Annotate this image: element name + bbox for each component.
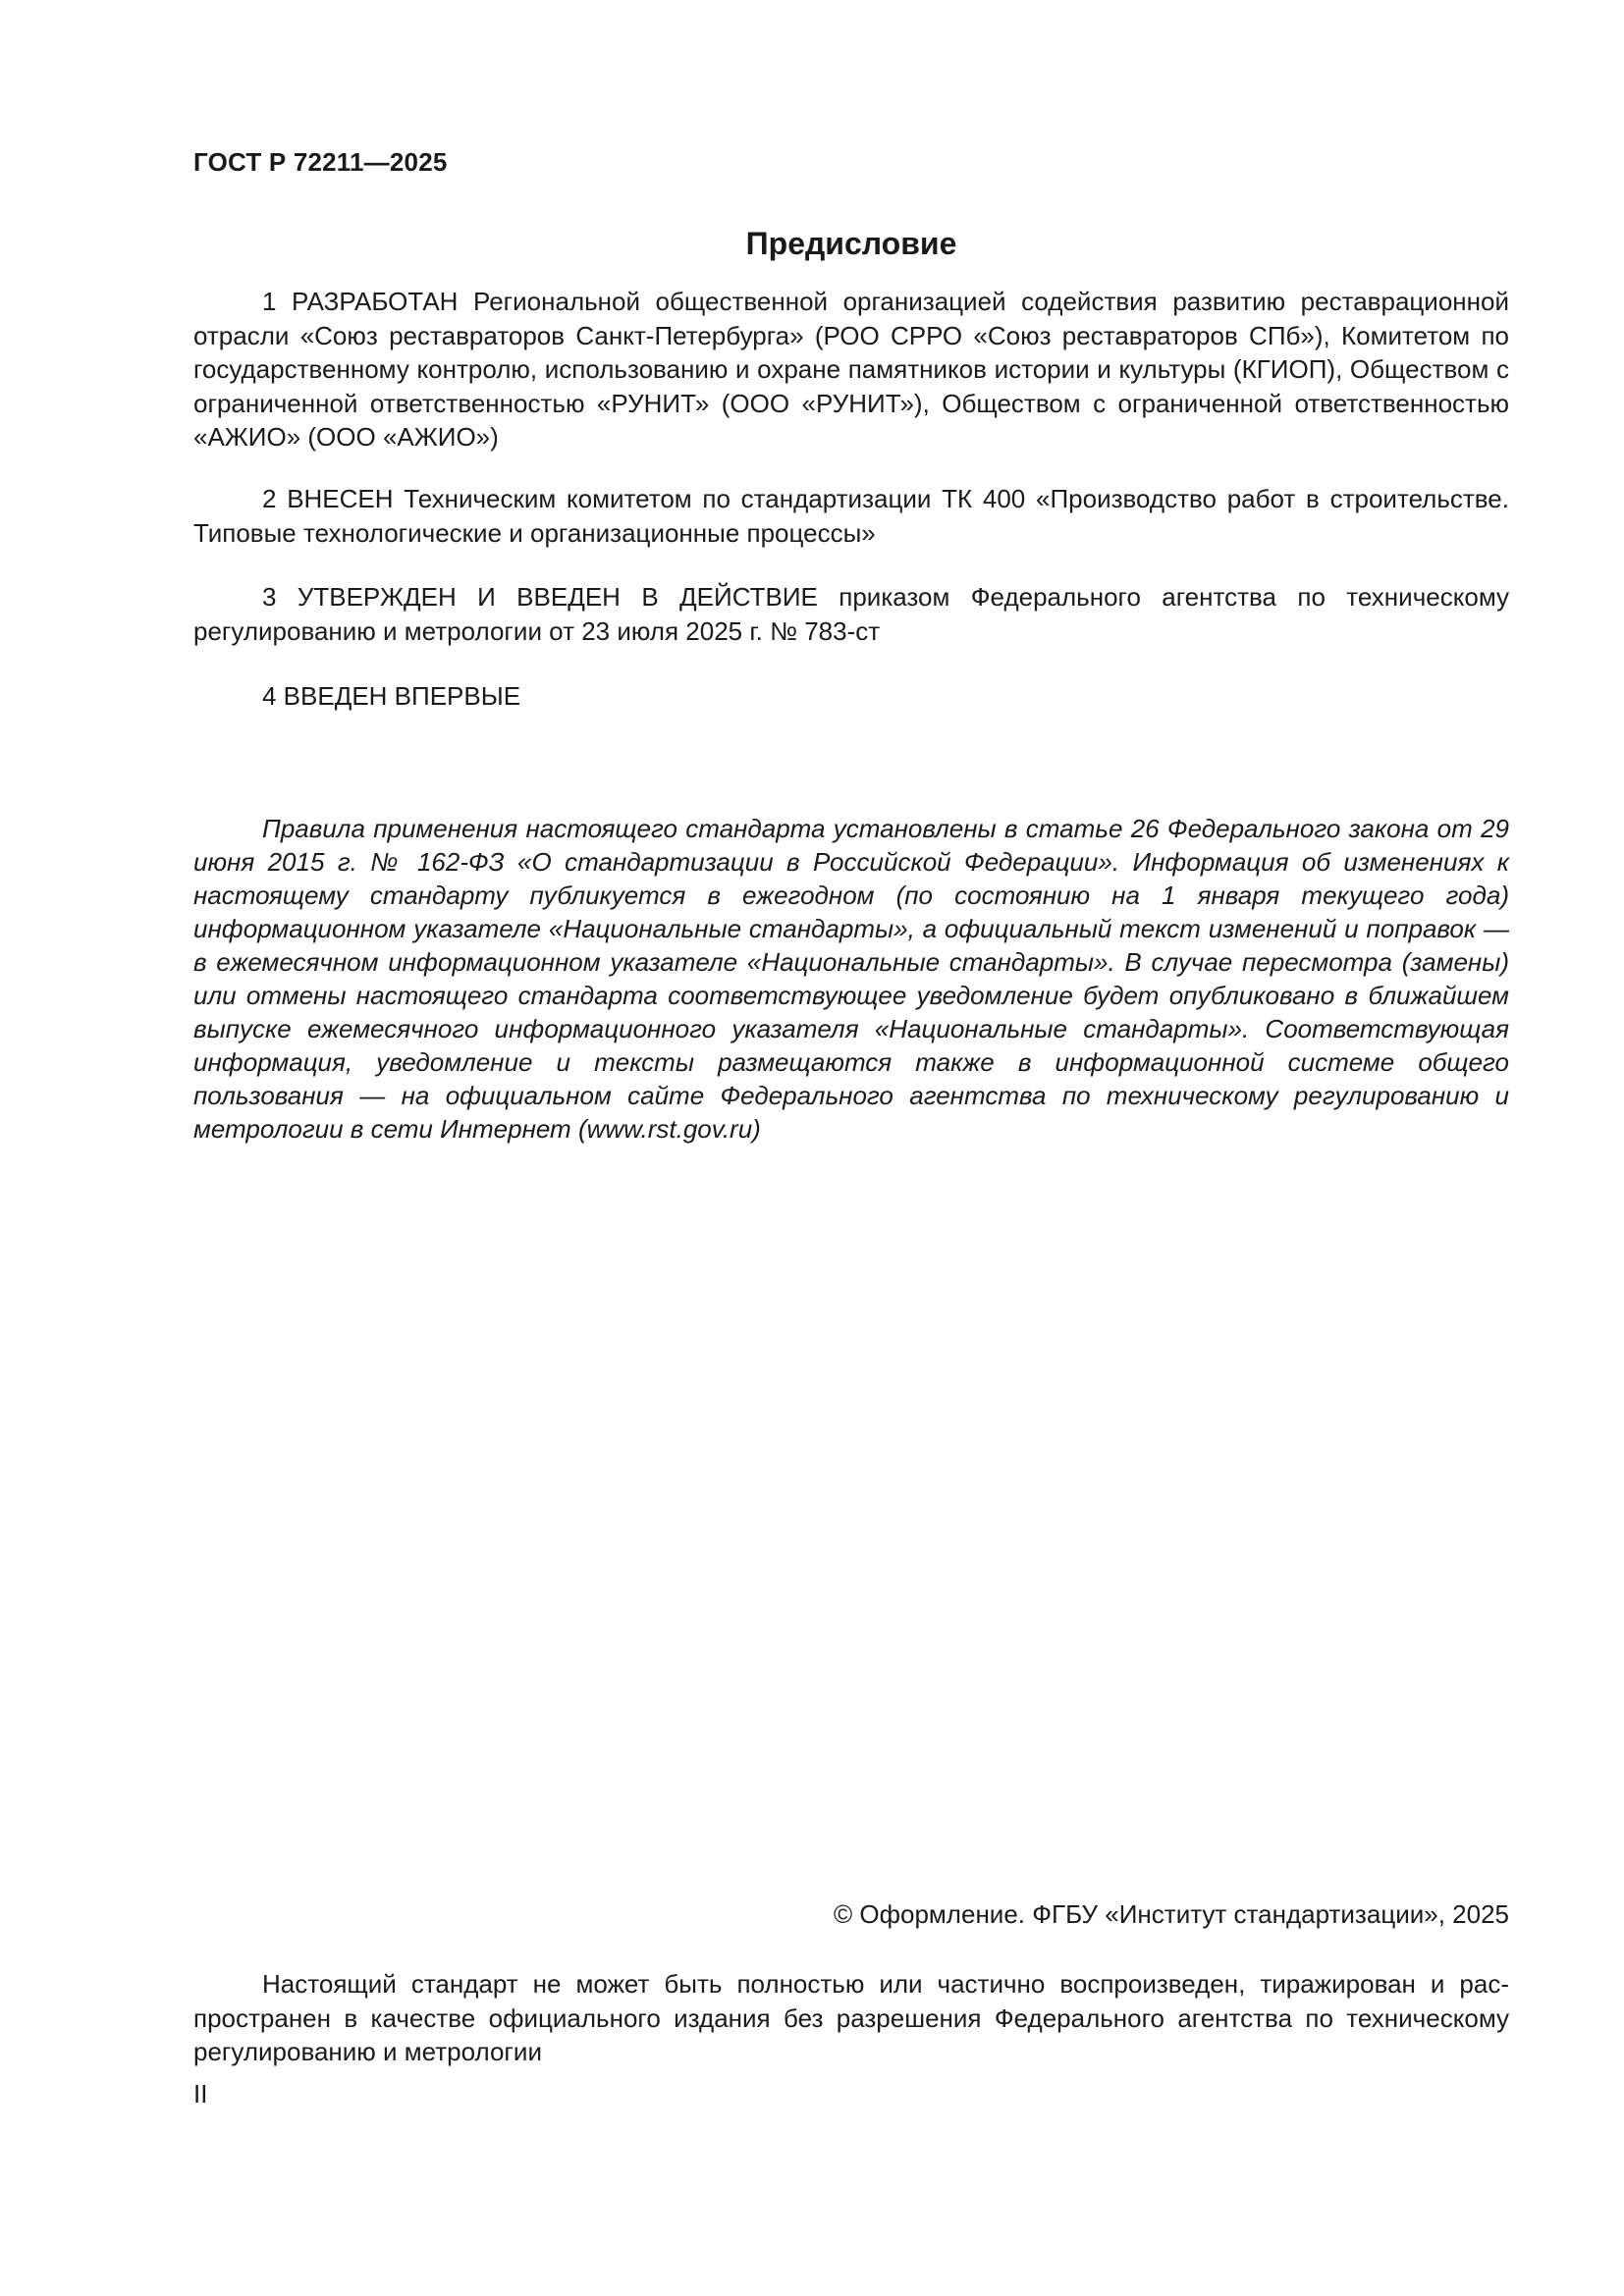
foreword-item-first-introduced: 4 ВВЕДЕН ВПЕРВЫЕ: [262, 681, 521, 711]
foreword-item-developed: 1 РАЗРАБОТАН Региональной общественной организацией содействия развитию реставрационной отрасли «Союз реставраторов Санкт-Петербурга» (РОО СРРО «Союз реставраторов СПб»), Комитетом по государственному контролю, использованию и охране памятников истории и культуры (КГИОП), Обществом с ограниченной ответственностью «РУНИТ» (ООО «РУНИТ»), Обществом с ограниченной ответственностью «АЖИО» (ООО «АЖИО»): [193, 287, 1509, 452]
copyright-line: © Оформление. ФГБУ «Институт стандартизации», 2025: [834, 1899, 1509, 1929]
page-number: II: [193, 2079, 208, 2109]
document-code: ГОСТ Р 72211—2025: [193, 147, 448, 177]
foreword-heading: Предисловие: [745, 226, 957, 261]
application-rules-note: Правила применения настоящего стандарта установлены в статье 26 Федерального закона от 29 июня 2015 г. № 162-ФЗ «О стандартизации в Российской Федерации». Информация об изменениях к настоящему стандарту публикуется в ежегодном (по состоянию на 1 января текущего года) информационном указателе «Национальные стандарты», а официальный текст изменений и поправок — в ежемесячном информационном указателе «Национальные стандарты». В случае пересмотра (замены) или отмены настоящего стандарта соответствующее уведомление будет опубликовано в ближайшем выпуске ежемесячного информационного указателя «Национальные стандарты». Соответствующая информация, уведомление и тексты размещаются также в информационной системе общего пользования — на официальном сайте Федерального агентства по техническому регулированию и метрологии в сети Интернет (www.rst.gov.ru): [193, 814, 1509, 1144]
foreword-item-introduced: 2 ВНЕСЕН Техническим комитетом по стандартизации ТК 400 «Производство работ в строительстве. Типовые технологические и организационные процессы»: [193, 484, 1509, 548]
reproduction-notice: Настоящий стандарт не может быть полностью или частично воспроизведен, тиражирован и распространен в качестве официального издания без разрешения Федерального агентства по техническому регулированию и метрологии: [193, 1969, 1509, 2066]
foreword-item-approved: 3 УТВЕРЖДЕН И ВВЕДЕН В ДЕЙСТВИЕ приказом Федерального агентства по техническому регулированию и метрологии от 23 июля 2025 г. № 783-ст: [193, 582, 1509, 646]
